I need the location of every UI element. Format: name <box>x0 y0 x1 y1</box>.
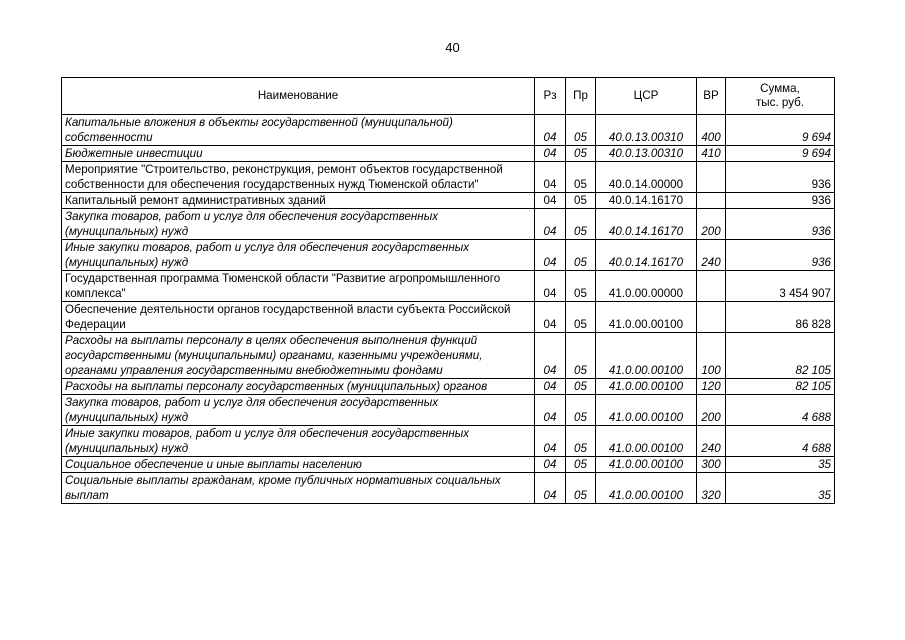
table-row <box>62 473 835 504</box>
table-row <box>62 426 835 457</box>
cell-rz: 04 <box>535 473 566 504</box>
table-row <box>62 395 835 426</box>
cell-vr: 120 <box>697 379 726 395</box>
cell-pr: 05 <box>566 379 596 395</box>
cell-rz: 04 <box>535 115 566 146</box>
cell-name: Закупка товаров, работ и услуг для обеспечения государственных (муниципальных) нужд <box>62 395 535 426</box>
cell-vr: 320 <box>697 473 726 504</box>
cell-name: Социальное обеспечение и иные выплаты населению <box>62 457 535 473</box>
header-name: Наименование <box>62 78 535 115</box>
header-sum-line1: Сумма, <box>760 82 800 95</box>
cell-csr: 40.0.13.00310 <box>596 146 697 162</box>
table-row <box>62 240 835 271</box>
table-row <box>62 379 835 395</box>
cell-rz: 04 <box>535 333 566 379</box>
cell-sum: 936 <box>726 209 835 240</box>
cell-rz: 04 <box>535 426 566 457</box>
cell-vr: 200 <box>697 209 726 240</box>
table-header <box>62 78 835 115</box>
budget-table <box>61 77 835 504</box>
cell-sum: 936 <box>726 240 835 271</box>
header-sum <box>726 78 835 115</box>
cell-pr: 05 <box>566 240 596 271</box>
table-row <box>62 209 835 240</box>
cell-pr: 05 <box>566 302 596 333</box>
cell-csr: 40.0.14.00000 <box>596 162 697 193</box>
cell-rz: 04 <box>535 193 566 209</box>
cell-csr: 41.0.00.00100 <box>596 426 697 457</box>
cell-sum: 936 <box>726 193 835 209</box>
cell-sum: 82 105 <box>726 379 835 395</box>
cell-sum: 4 688 <box>726 426 835 457</box>
header-vr: ВР <box>697 78 726 115</box>
header-sum-line2: тыс. руб. <box>756 96 804 109</box>
cell-rz: 04 <box>535 162 566 193</box>
cell-name: Капитальный ремонт административных зданий <box>62 193 535 209</box>
table-row <box>62 115 835 146</box>
cell-csr: 41.0.00.00100 <box>596 473 697 504</box>
cell-sum: 82 105 <box>726 333 835 379</box>
cell-vr: 200 <box>697 395 726 426</box>
cell-csr: 40.0.14.16170 <box>596 193 697 209</box>
header-pr: Пр <box>566 78 596 115</box>
cell-rz: 04 <box>535 146 566 162</box>
cell-sum: 35 <box>726 473 835 504</box>
cell-csr: 41.0.00.00100 <box>596 302 697 333</box>
cell-pr: 05 <box>566 457 596 473</box>
cell-pr: 05 <box>566 395 596 426</box>
cell-rz: 04 <box>535 379 566 395</box>
cell-sum: 9 694 <box>726 115 835 146</box>
cell-name: Иные закупки товаров, работ и услуг для обеспечения государственных (муниципальных) нужд <box>62 240 535 271</box>
table-row <box>62 193 835 209</box>
table-body <box>62 115 835 504</box>
table-row <box>62 162 835 193</box>
cell-pr: 05 <box>566 162 596 193</box>
cell-name: Социальные выплаты гражданам, кроме публичных нормативных социальных выплат <box>62 473 535 504</box>
cell-vr <box>697 162 726 193</box>
cell-pr: 05 <box>566 209 596 240</box>
cell-vr <box>697 271 726 302</box>
cell-rz: 04 <box>535 209 566 240</box>
cell-name: Бюджетные инвестиции <box>62 146 535 162</box>
cell-sum: 35 <box>726 457 835 473</box>
page-number: 40 <box>445 40 460 55</box>
cell-csr: 41.0.00.00100 <box>596 333 697 379</box>
cell-csr: 40.0.14.16170 <box>596 209 697 240</box>
cell-vr: 240 <box>697 240 726 271</box>
cell-sum: 9 694 <box>726 146 835 162</box>
cell-name: Капитальные вложения в объекты государственной (муниципальной) собственности <box>62 115 535 146</box>
cell-pr: 05 <box>566 473 596 504</box>
cell-csr: 40.0.13.00310 <box>596 115 697 146</box>
table-row <box>62 457 835 473</box>
cell-pr: 05 <box>566 426 596 457</box>
cell-pr: 05 <box>566 271 596 302</box>
cell-rz: 04 <box>535 302 566 333</box>
cell-name: Обеспечение деятельности органов государственной власти субъекта Российской Федерации <box>62 302 535 333</box>
table-row <box>62 333 835 379</box>
cell-sum: 936 <box>726 162 835 193</box>
cell-csr: 40.0.14.16170 <box>596 240 697 271</box>
cell-rz: 04 <box>535 271 566 302</box>
cell-csr: 41.0.00.00100 <box>596 395 697 426</box>
cell-rz: 04 <box>535 240 566 271</box>
cell-vr <box>697 302 726 333</box>
cell-vr: 400 <box>697 115 726 146</box>
cell-csr: 41.0.00.00100 <box>596 457 697 473</box>
cell-vr: 410 <box>697 146 726 162</box>
cell-name: Государственная программа Тюменской области "Развитие агропромышленного комплекса" <box>62 271 535 302</box>
cell-rz: 04 <box>535 457 566 473</box>
cell-rz: 04 <box>535 395 566 426</box>
table-row <box>62 146 835 162</box>
cell-vr: 240 <box>697 426 726 457</box>
cell-vr <box>697 193 726 209</box>
cell-name: Расходы на выплаты персоналу государственных (муниципальных) органов <box>62 379 535 395</box>
cell-csr: 41.0.00.00000 <box>596 271 697 302</box>
header-rz: Рз <box>535 78 566 115</box>
cell-name: Закупка товаров, работ и услуг для обеспечения государственных (муниципальных) нужд <box>62 209 535 240</box>
cell-name: Мероприятие "Строительство, реконструкция, ремонт объектов государственной собственности для обеспечения государственных нужд Тюменской области" <box>62 162 535 193</box>
cell-sum: 86 828 <box>726 302 835 333</box>
cell-pr: 05 <box>566 333 596 379</box>
table-row <box>62 302 835 333</box>
table-row <box>62 271 835 302</box>
cell-pr: 05 <box>566 193 596 209</box>
cell-vr: 100 <box>697 333 726 379</box>
cell-vr: 300 <box>697 457 726 473</box>
cell-pr: 05 <box>566 146 596 162</box>
cell-sum: 4 688 <box>726 395 835 426</box>
cell-name: Расходы на выплаты персоналу в целях обеспечения выполнения функций государственными (муниципальными) органами, казенными учреждениями, органами управления государственными внебюджетными фондами <box>62 333 535 379</box>
cell-csr: 41.0.00.00100 <box>596 379 697 395</box>
cell-name: Иные закупки товаров, работ и услуг для обеспечения государственных (муниципальных) нужд <box>62 426 535 457</box>
header-csr: ЦСР <box>596 78 697 115</box>
cell-sum: 3 454 907 <box>726 271 835 302</box>
cell-pr: 05 <box>566 115 596 146</box>
